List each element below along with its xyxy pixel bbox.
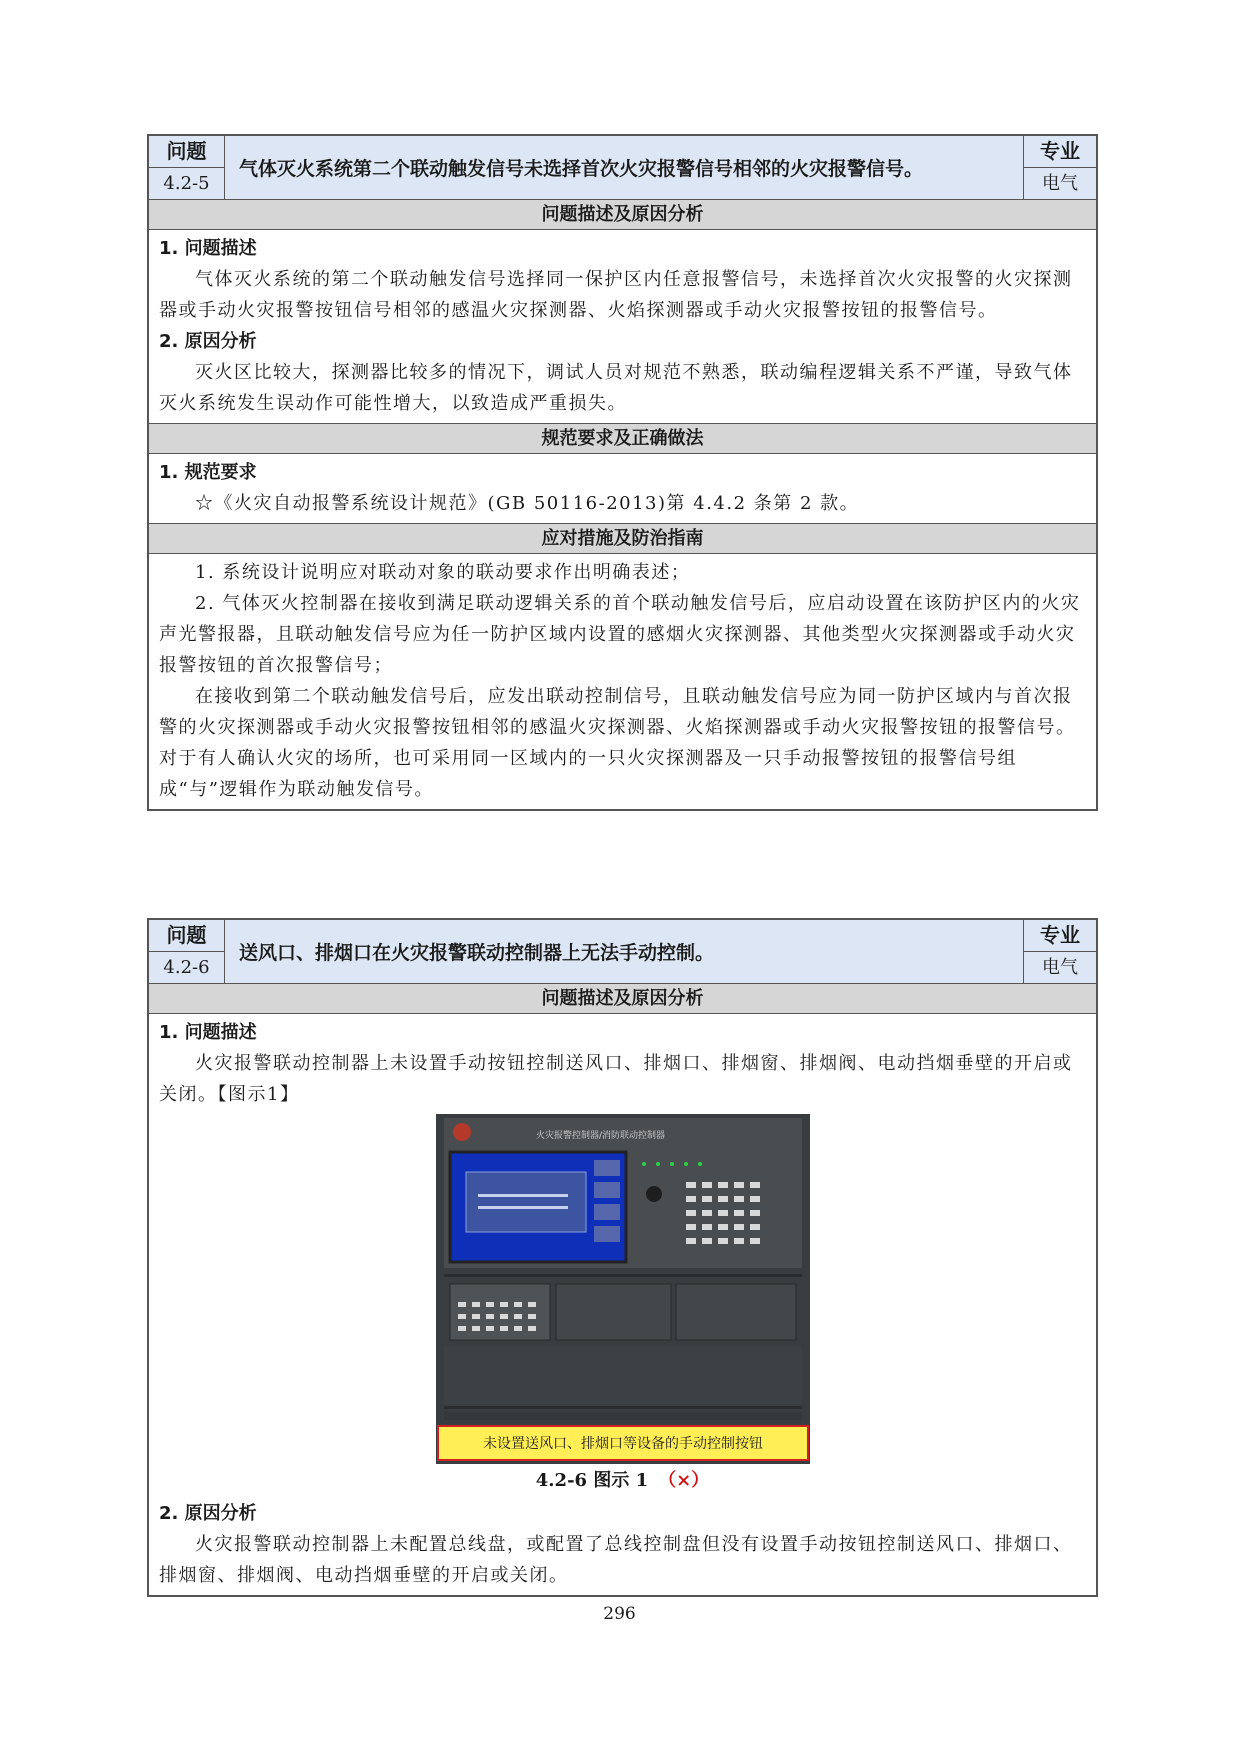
section-body-analysis xyxy=(149,1014,1096,1595)
req-text: ☆《火灾自动报警系统设计规范》(GB 50116-2013)第 4.4.2 条第 2 款。 xyxy=(195,493,860,514)
page-number: 296 xyxy=(603,1604,636,1624)
cause-heading: 2. 原因分析 xyxy=(159,1503,257,1524)
wrong-mark: （×） xyxy=(658,1470,710,1491)
section-header-analysis: 问题描述及原因分析 xyxy=(149,200,1096,230)
figure-caption xyxy=(159,1464,1086,1498)
issue-header xyxy=(149,136,1096,200)
figure-caption-text: 4.2-6 图示 1 xyxy=(535,1470,649,1491)
panel-illustration xyxy=(436,1114,810,1464)
key-switch-icon xyxy=(646,1186,662,1202)
cause-text: 灭火区比较大，探测器比较多的情况下，调试人员对规范不熟悉，联动编程逻辑关系不严谨，导致气体灭火系统发生误动作可能性增大，以致造成严重损失。 xyxy=(159,362,1073,414)
measure-2: 2. 气体灭火控制器在接收到满足联动逻辑关系的首个联动触发信号后，应启动设置在该防护区内的火灾声光警报器，且联动触发信号应为任一防护区域内设置的感烟火灾探测器、其他类型火灾探测器或手动火灾报警按钮的首次报警信号； xyxy=(159,593,1081,676)
desc-text: 火灾报警联动控制器上未设置手动按钮控制送风口、排烟口、排烟窗、排烟阀、电动挡烟垂壁的开启或关闭。【图示1】 xyxy=(159,1053,1073,1105)
issue-label: 问题 xyxy=(149,920,224,952)
issue-label: 问题 xyxy=(149,136,224,168)
specialty-value: 电气 xyxy=(1024,952,1096,983)
specialty-label: 专业 xyxy=(1024,920,1096,952)
issue-number: 4.2-6 xyxy=(149,952,224,983)
cause-heading: 2. 原因分析 xyxy=(159,331,257,352)
section-body-measures xyxy=(149,554,1096,809)
measure-3: 在接收到第二个联动触发信号后，应发出联动控制信号，且联动触发信号应为同一防护区域内与首次报警的火灾探测器或手动火灾报警按钮相邻的感温火灾探测器、火焰探测器或手动火灾报警按钮的报警信号。对于有人确认火灾的场所，也可采用同一区域内的一只火灾探测器及一只手动报警按钮的报警信号组成“与”逻辑作为联动触发信号。 xyxy=(159,686,1076,800)
section-header-analysis: 问题描述及原因分析 xyxy=(149,984,1096,1014)
section-body-analysis xyxy=(149,230,1096,423)
issue-table-4-2-6 xyxy=(147,918,1098,1597)
measure-1: 1. 系统设计说明应对联动对象的联动要求作出明确表述； xyxy=(195,562,691,583)
panel-label: 火灾报警控制器/消防联动控制器 xyxy=(535,1131,665,1141)
cause-text: 火灾报警联动控制器上未配置总线盘，或配置了总线控制盘但没有设置手动按钮控制送风口、排烟口、排烟窗、排烟阀、电动挡烟垂壁的开启或关闭。 xyxy=(159,1534,1073,1586)
brand-logo-icon xyxy=(453,1123,471,1141)
callout-text: 未设置送风口、排烟口等设备的手动控制按钮 xyxy=(482,1436,763,1452)
issue-number: 4.2-5 xyxy=(149,168,224,199)
specialty-value: 电气 xyxy=(1024,168,1096,199)
req-heading: 1. 规范要求 xyxy=(159,462,257,483)
section-header-requirements: 规范要求及正确做法 xyxy=(149,423,1096,454)
issue-title: 气体灭火系统第二个联动触发信号未选择首次火灾报警信号相邻的火灾报警信号。 xyxy=(225,136,1024,199)
desc-text: 气体灭火系统的第二个联动触发信号选择同一保护区内任意报警信号，未选择首次火灾报警的火灾探测器或手动火灾报警按钮信号相邻的感温火灾探测器、火焰探测器或手动火灾报警按钮的报警信号。 xyxy=(159,269,1073,321)
section-header-measures: 应对措施及防治指南 xyxy=(149,523,1096,554)
issue-table-4-2-5 xyxy=(147,134,1098,811)
section-body-requirements xyxy=(149,454,1096,523)
specialty-label: 专业 xyxy=(1024,136,1096,168)
fire-alarm-panel-photo xyxy=(436,1114,810,1464)
desc-heading: 1. 问题描述 xyxy=(159,1022,257,1043)
issue-title: 送风口、排烟口在火灾报警联动控制器上无法手动控制。 xyxy=(225,920,1024,983)
issue-header xyxy=(149,920,1096,984)
desc-heading: 1. 问题描述 xyxy=(159,238,257,259)
